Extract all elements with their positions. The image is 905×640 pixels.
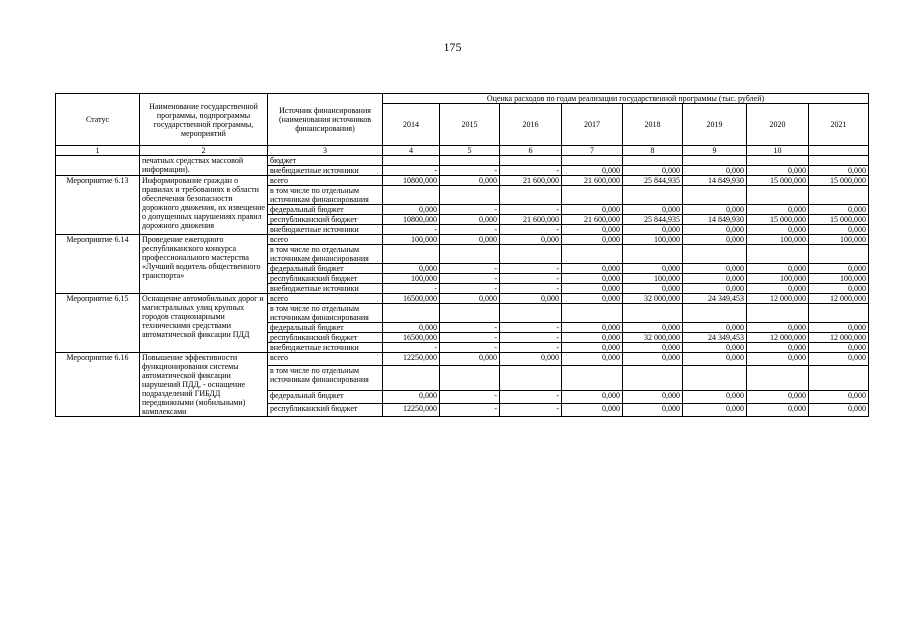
value-cell: 0,000 (809, 323, 869, 333)
column-number: 4 (383, 146, 440, 156)
value-cell: 0,000 (809, 225, 869, 235)
value-cell: 0,000 (809, 403, 869, 416)
source-cell: республиканский бюджет (268, 274, 383, 284)
value-cell: 10800,000 (383, 176, 440, 186)
value-cell: - (500, 343, 562, 353)
value-cell: 0,000 (747, 343, 809, 353)
value-cell: 0,000 (747, 264, 809, 274)
year-header: 2021 (809, 104, 869, 146)
value-cell: 0,000 (809, 390, 869, 403)
value-cell: 100,000 (747, 235, 809, 245)
value-cell (683, 366, 747, 391)
year-header: 2017 (562, 104, 623, 146)
value-cell: 100,000 (383, 274, 440, 284)
value-cell: - (440, 166, 500, 176)
value-cell: 0,000 (562, 235, 623, 245)
value-cell (747, 304, 809, 323)
value-cell: - (500, 274, 562, 284)
value-cell: 32 000,000 (623, 294, 683, 304)
status-cell: Мероприятие 6.13 (56, 176, 140, 235)
column-number: 3 (268, 146, 383, 156)
header-status: Статус (56, 94, 140, 146)
value-cell: 0,000 (747, 205, 809, 215)
header-source: Источник финансирования (наименования источников финансирования) (268, 94, 383, 146)
value-cell: - (500, 284, 562, 294)
value-cell: 0,000 (747, 390, 809, 403)
value-cell: 0,000 (562, 205, 623, 215)
value-cell: 100,000 (623, 235, 683, 245)
value-cell: 14 849,930 (683, 215, 747, 225)
value-cell (809, 156, 869, 166)
value-cell: 0,000 (383, 390, 440, 403)
value-cell: - (383, 225, 440, 235)
source-cell: федеральный бюджет (268, 323, 383, 333)
value-cell: 21 600,000 (500, 215, 562, 225)
value-cell: - (383, 284, 440, 294)
value-cell: 0,000 (809, 284, 869, 294)
value-cell: - (500, 166, 562, 176)
value-cell: 0,000 (440, 176, 500, 186)
value-cell: - (500, 264, 562, 274)
value-cell: 0,000 (562, 284, 623, 294)
value-cell: 100,000 (809, 274, 869, 284)
value-cell: 12 000,000 (809, 294, 869, 304)
value-cell (623, 245, 683, 264)
value-cell: - (440, 323, 500, 333)
source-cell: всего (268, 353, 383, 366)
value-cell: - (500, 323, 562, 333)
value-cell: - (440, 403, 500, 416)
value-cell: 0,000 (500, 235, 562, 245)
source-cell: в том числе по отдельным источникам финансирования (268, 366, 383, 391)
value-cell: 0,000 (623, 225, 683, 235)
column-number: 1 (56, 146, 140, 156)
measure-name-cell: Повышение эффективности функционирования системы автоматической фиксации нарушений ПДД, - оснащение подразделений ГИБДД передвижными (мобильными) комплексами (140, 353, 268, 417)
value-cell: 0,000 (562, 294, 623, 304)
value-cell: 0,000 (683, 403, 747, 416)
value-cell: 12 000,000 (747, 294, 809, 304)
value-cell: 0,000 (623, 205, 683, 215)
value-cell: - (500, 225, 562, 235)
value-cell: 24 349,453 (683, 333, 747, 343)
value-cell (500, 304, 562, 323)
source-cell: внебюджетные источники (268, 343, 383, 353)
value-cell: - (440, 284, 500, 294)
value-cell: 0,000 (683, 390, 747, 403)
value-cell (440, 156, 500, 166)
page-number: 175 (443, 40, 462, 54)
value-cell: - (500, 333, 562, 343)
value-cell (383, 366, 440, 391)
value-cell: 0,000 (809, 166, 869, 176)
column-number: 2 (140, 146, 268, 156)
status-cell: Мероприятие 6.15 (56, 294, 140, 353)
value-cell: - (440, 343, 500, 353)
value-cell: - (440, 390, 500, 403)
value-cell: - (440, 333, 500, 343)
value-cell: 100,000 (747, 274, 809, 284)
measure-name-cell: Оснащение автомобильных дорог и магистральных улиц крупных городов стационарными техническими средствами автоматической фиксации ПДД (140, 294, 268, 353)
measure-name-cell: Проведение ежегодного республиканского конкурса профессионального мастерства «Лучший водитель общественного транспорта» (140, 235, 268, 294)
column-number: 6 (500, 146, 562, 156)
value-cell: 0,000 (683, 235, 747, 245)
value-cell: - (440, 225, 500, 235)
year-header: 2014 (383, 104, 440, 146)
value-cell (809, 304, 869, 323)
value-cell: 0,000 (562, 353, 623, 366)
source-cell: в том числе по отдельным источникам финансирования (268, 245, 383, 264)
value-cell: 24 349,453 (683, 294, 747, 304)
value-cell: 0,000 (809, 343, 869, 353)
value-cell (623, 304, 683, 323)
value-cell (809, 186, 869, 205)
value-cell: 0,000 (623, 353, 683, 366)
source-cell: внебюджетные источники (268, 225, 383, 235)
value-cell (683, 245, 747, 264)
value-cell: 0,000 (440, 215, 500, 225)
table-row (56, 235, 869, 245)
value-cell: - (383, 166, 440, 176)
value-cell: 0,000 (683, 166, 747, 176)
value-cell (623, 366, 683, 391)
value-cell (623, 186, 683, 205)
source-cell: федеральный бюджет (268, 390, 383, 403)
value-cell: 0,000 (623, 403, 683, 416)
value-cell: 0,000 (623, 323, 683, 333)
source-cell: республиканский бюджет (268, 215, 383, 225)
value-cell: 0,000 (809, 205, 869, 215)
table-row (56, 353, 869, 366)
budget-table (55, 93, 869, 417)
value-cell (747, 245, 809, 264)
source-cell: внебюджетные источники (268, 166, 383, 176)
year-header: 2019 (683, 104, 747, 146)
year-header: 2018 (623, 104, 683, 146)
value-cell: 0,000 (747, 225, 809, 235)
header-name: Наименование государственной программы, подпрограммы государственной программы, мероприятий (140, 94, 268, 146)
value-cell: 0,000 (623, 166, 683, 176)
value-cell: 0,000 (383, 323, 440, 333)
value-cell (683, 304, 747, 323)
source-cell: всего (268, 294, 383, 304)
value-cell: 0,000 (683, 353, 747, 366)
value-cell: 15 000,000 (747, 176, 809, 186)
value-cell (440, 245, 500, 264)
value-cell: 100,000 (809, 235, 869, 245)
table-row (56, 294, 869, 304)
value-cell: 0,000 (562, 343, 623, 353)
value-cell: 0,000 (683, 225, 747, 235)
measure-name-cell: печатных средствах массовой информации). (140, 156, 268, 176)
value-cell: 14 849,930 (683, 176, 747, 186)
column-number: 9 (683, 146, 747, 156)
value-cell: 15 000,000 (809, 215, 869, 225)
value-cell: - (440, 264, 500, 274)
source-cell: всего (268, 176, 383, 186)
value-cell (500, 156, 562, 166)
value-cell (562, 304, 623, 323)
value-cell: 0,000 (623, 343, 683, 353)
value-cell (747, 366, 809, 391)
value-cell: 12 000,000 (747, 333, 809, 343)
value-cell: 0,000 (683, 205, 747, 215)
value-cell: 0,000 (623, 390, 683, 403)
column-number: 7 (562, 146, 623, 156)
value-cell (623, 156, 683, 166)
value-cell (683, 186, 747, 205)
year-header: 2016 (500, 104, 562, 146)
value-cell: 0,000 (500, 353, 562, 366)
year-header: 2015 (440, 104, 500, 146)
value-cell: 0,000 (562, 225, 623, 235)
source-cell: бюджет (268, 156, 383, 166)
value-cell: 0,000 (747, 403, 809, 416)
value-cell: 100,000 (623, 274, 683, 284)
value-cell: 0,000 (747, 284, 809, 294)
value-cell: 15 000,000 (809, 176, 869, 186)
value-cell: 0,000 (562, 166, 623, 176)
value-cell: - (440, 205, 500, 215)
value-cell: 0,000 (562, 403, 623, 416)
column-number: 10 (747, 146, 809, 156)
value-cell: 0,000 (562, 390, 623, 403)
source-cell: республиканский бюджет (268, 333, 383, 343)
value-cell: 100,000 (383, 235, 440, 245)
value-cell: 25 844,935 (623, 215, 683, 225)
value-cell (747, 186, 809, 205)
value-cell (562, 245, 623, 264)
value-cell (440, 304, 500, 323)
value-cell (500, 366, 562, 391)
source-cell: федеральный бюджет (268, 205, 383, 215)
table-row (56, 156, 869, 166)
value-cell: 32 000,000 (623, 333, 683, 343)
value-cell (383, 186, 440, 205)
value-cell: 0,000 (683, 264, 747, 274)
value-cell (562, 366, 623, 391)
value-cell: 0,000 (500, 294, 562, 304)
value-cell (500, 245, 562, 264)
value-cell: 0,000 (683, 274, 747, 284)
value-cell: 0,000 (683, 323, 747, 333)
value-cell: 16500,000 (383, 294, 440, 304)
value-cell (440, 186, 500, 205)
table-row (56, 176, 869, 186)
value-cell: 0,000 (562, 333, 623, 343)
value-cell: - (500, 390, 562, 403)
value-cell: 0,000 (683, 343, 747, 353)
value-cell: 0,000 (440, 353, 500, 366)
value-cell: 16500,000 (383, 333, 440, 343)
value-cell: 0,000 (747, 323, 809, 333)
value-cell: 0,000 (440, 235, 500, 245)
value-cell (500, 186, 562, 205)
value-cell (383, 245, 440, 264)
value-cell (562, 186, 623, 205)
value-cell (683, 156, 747, 166)
value-cell: 0,000 (562, 264, 623, 274)
source-cell: республиканский бюджет (268, 403, 383, 416)
value-cell: - (440, 274, 500, 284)
value-cell (440, 366, 500, 391)
value-cell: - (500, 403, 562, 416)
column-number: 5 (440, 146, 500, 156)
value-cell: 0,000 (562, 274, 623, 284)
source-cell: в том числе по отдельным источникам финансирования (268, 186, 383, 205)
value-cell: 0,000 (809, 264, 869, 274)
column-number (809, 146, 869, 156)
value-cell: 10800,000 (383, 215, 440, 225)
source-cell: внебюджетные источники (268, 284, 383, 294)
table-body (56, 156, 869, 417)
value-cell: 21 600,000 (500, 176, 562, 186)
value-cell: 21 600,000 (562, 215, 623, 225)
value-cell (562, 156, 623, 166)
value-cell: 0,000 (440, 294, 500, 304)
value-cell: 0,000 (623, 284, 683, 294)
value-cell: 0,000 (562, 323, 623, 333)
source-cell: федеральный бюджет (268, 264, 383, 274)
source-cell: всего (268, 235, 383, 245)
value-cell: 0,000 (809, 353, 869, 366)
value-cell (809, 366, 869, 391)
value-cell: 15 000,000 (747, 215, 809, 225)
value-cell (383, 156, 440, 166)
value-cell: 21 600,000 (562, 176, 623, 186)
value-cell: 0,000 (383, 264, 440, 274)
value-cell: 12 000,000 (809, 333, 869, 343)
measure-name-cell: Информирование граждан о правилах и требованиях в области обеспечения безопасности дорожного движения, их извещение о допущенных нарушениях правил дорожного движения (140, 176, 268, 235)
value-cell: - (500, 205, 562, 215)
source-cell: в том числе по отдельным источникам финансирования (268, 304, 383, 323)
value-cell: 0,000 (383, 205, 440, 215)
status-cell (56, 156, 140, 176)
status-cell: Мероприятие 6.14 (56, 235, 140, 294)
value-cell: 0,000 (623, 264, 683, 274)
value-cell: 0,000 (747, 353, 809, 366)
value-cell (809, 245, 869, 264)
value-cell: 12250,000 (383, 353, 440, 366)
value-cell (383, 304, 440, 323)
value-cell: 25 844,935 (623, 176, 683, 186)
status-cell: Мероприятие 6.16 (56, 353, 140, 417)
column-number-row (56, 146, 869, 156)
value-cell: 0,000 (683, 284, 747, 294)
column-number: 8 (623, 146, 683, 156)
value-cell: 0,000 (747, 166, 809, 176)
header-estimate: Оценка расходов по годам реализации государственной программы (тыс. рублей) (383, 94, 869, 104)
year-header: 2020 (747, 104, 809, 146)
value-cell: 12250,000 (383, 403, 440, 416)
value-cell (747, 156, 809, 166)
value-cell: - (383, 343, 440, 353)
